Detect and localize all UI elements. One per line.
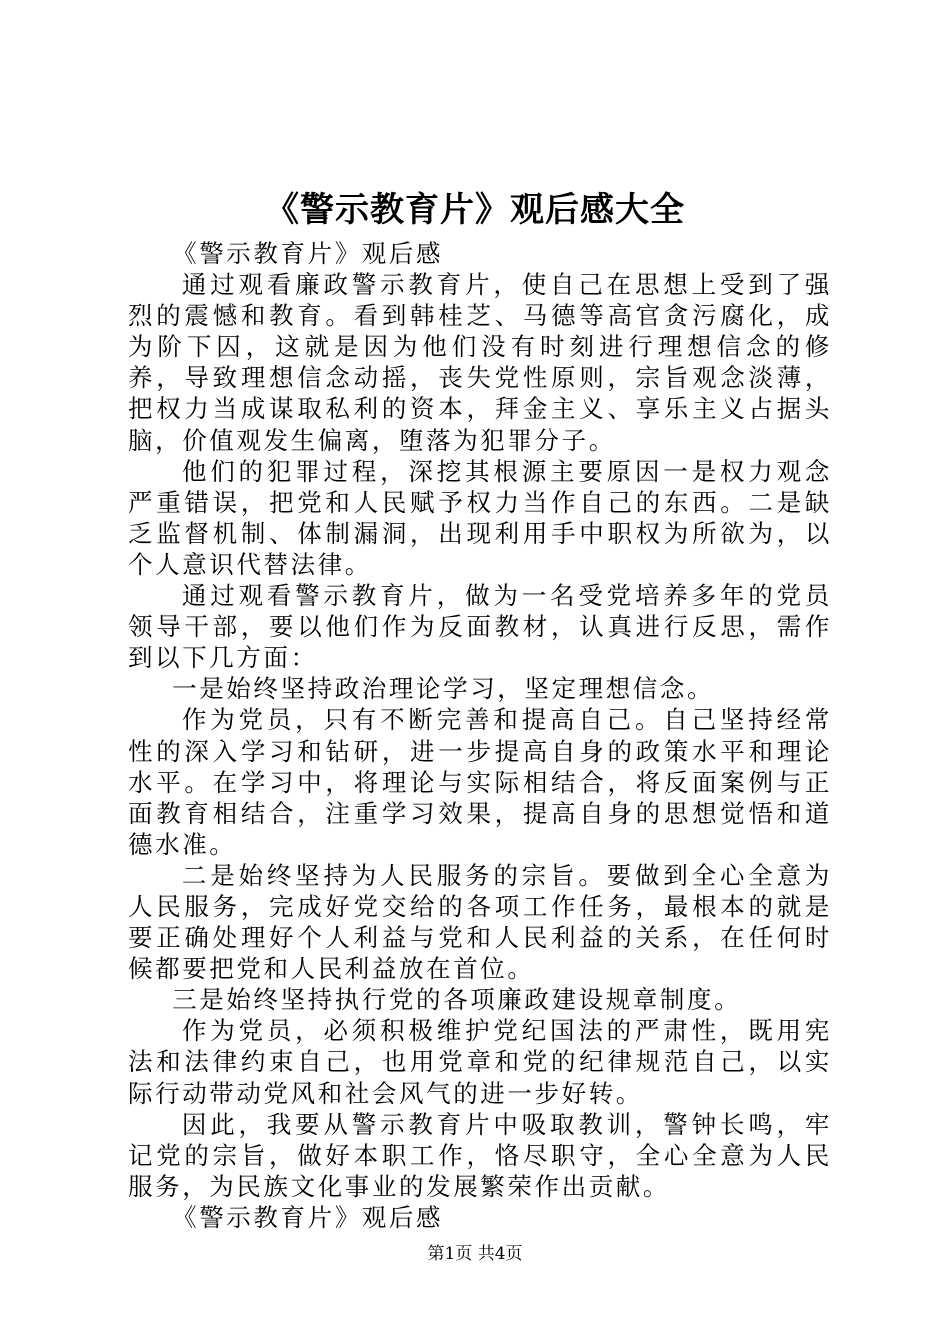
paragraph: 因此，我要从警示教育片中吸取教训，警钟长鸣，牢记党的宗旨，做好本职工作，恪尽职守，全心全意为人民服务，为民族文化事业的发展繁荣作出贡献。 — [128, 1109, 832, 1201]
point-heading: 一是始终坚持政治理论学习，坚定理想信念。 — [172, 674, 715, 704]
paragraph: 通过观看廉政警示教育片，使自己在思想上受到了强烈的震憾和教育。看到韩桂芝、马德等高官贪污腐化，成为阶下囚，这就是因为他们没有时刻进行理想信念的修养，导致理想信念动摇，丧失党性原则，宗旨观念淡薄，把权力当成谋取私利的资本，拜金主义、享乐主义占据头脑，价值观发生偏离，堕落为犯罪分子。 — [128, 270, 832, 455]
point-heading: 三是始终坚持执行党的各项廉政建设规章制度。 — [172, 985, 742, 1015]
section-heading: 《警示教育片》观后感 — [172, 239, 444, 268]
paragraph: 作为党员，只有不断完善和提高自己。自己坚持经常性的深入学习和钻研，进一步提高自身的政策水平和理论水平。在学习中，将理论与实际相结合，将反面案例与正面教育相结合，注重学习效果，提高自身的思想觉悟和道德水准。 — [128, 705, 832, 859]
paragraph: 作为党员，必须积极维护党纪国法的严肃性，既用宪法和法律约束自己，也用党章和党的纪律规范自己，以实际行动带动党风和社会风气的进一步好转。 — [128, 1016, 832, 1108]
page-number-footer: 第1页 共4页 — [427, 1244, 523, 1264]
paragraph: 通过观看警示教育片，做为一名受党培养多年的党员领导干部，要以他们作为反面教材，认真进行反思，需作到以下几方面： — [128, 581, 832, 673]
document-body — [128, 238, 832, 1233]
paragraph: 二是始终坚持为人民服务的宗旨。要做到全心全意为人民服务，完成好党交给的各项工作任务，最根本的就是要正确处理好个人利益与党和人民利益的关系，在任何时候都要把党和人民利益放在首位。 — [128, 860, 832, 984]
paragraph: 他们的犯罪过程，深挖其根源主要原因一是权力观念严重错误，把党和人民赋予权力当作自己的东西。二是缺乏监督机制、体制漏洞，出现利用手中职权为所欲为，以个人意识代替法律。 — [128, 456, 832, 579]
document-title: 《警示教育片》观后感大全 — [265, 190, 685, 230]
section-heading: 《警示教育片》观后感 — [172, 1202, 444, 1232]
